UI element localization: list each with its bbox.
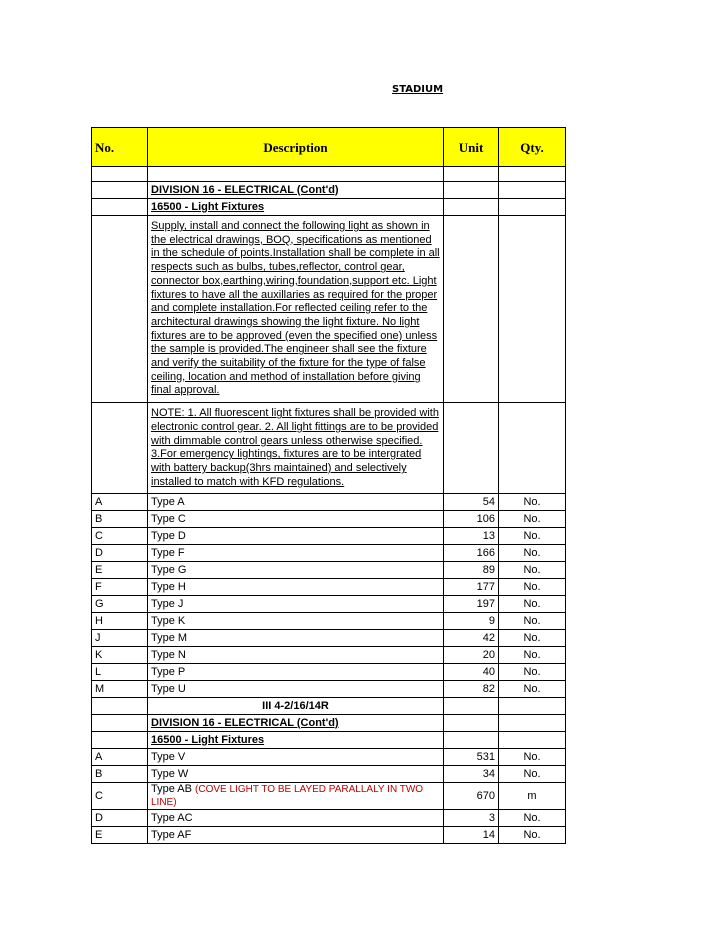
table-row [92, 545, 566, 562]
table-row [92, 511, 566, 528]
item-unit: No. [499, 681, 566, 698]
table-row [92, 681, 566, 698]
item-unit: m [499, 783, 566, 810]
item-no: C [92, 528, 148, 545]
item-unit: No. [499, 749, 566, 766]
note-row [92, 403, 566, 494]
item-qty: 20 [444, 647, 499, 664]
item-no: E [92, 827, 148, 844]
table-row [92, 579, 566, 596]
item-description: Type A [148, 494, 444, 511]
division-row [92, 182, 566, 199]
table-row [92, 562, 566, 579]
item-qty: 54 [444, 494, 499, 511]
item-qty: 3 [444, 810, 499, 827]
item-qty: 197 [444, 596, 499, 613]
item-unit: No. [499, 596, 566, 613]
item-qty: 42 [444, 630, 499, 647]
note-paragraph: NOTE: 1. All fluorescent light fixtures shall be provided with electronic control gear. 2. All light fittings are to be provided with dimmable control gears unless otherwise specified. 3.For emergency lightings, fixtures are to be intergrated with battery backup(3hrs maintained) and selectively installed to match with KFD regulations. [151, 407, 439, 488]
item-unit: No. [499, 827, 566, 844]
table-row [92, 766, 566, 783]
page-ref: III 4-2/16/14R [148, 698, 444, 715]
page-title: STADIUM [392, 84, 444, 95]
item-qty: 40 [444, 664, 499, 681]
subsection-heading: 16500 - Light Fixtures [148, 199, 444, 216]
table-row [92, 647, 566, 664]
division-row-2 [92, 715, 566, 732]
subsection-row [92, 199, 566, 216]
item-description: Type N [148, 647, 444, 664]
item-unit: No. [499, 562, 566, 579]
item-no: E [92, 562, 148, 579]
item-description: Type W [148, 766, 444, 783]
item-description: Type G [148, 562, 444, 579]
item-description: Type U [148, 681, 444, 698]
item-unit: No. [499, 766, 566, 783]
page-ref-row [92, 698, 566, 715]
header-description: Description [148, 128, 444, 167]
item-description: Type C [148, 511, 444, 528]
item-no: J [92, 630, 148, 647]
item-description: Type J [148, 596, 444, 613]
item-qty: 82 [444, 681, 499, 698]
item-no: G [92, 596, 148, 613]
table-row [92, 827, 566, 844]
item-description: Type P [148, 664, 444, 681]
item-description: Type AC [148, 810, 444, 827]
item-unit: No. [499, 630, 566, 647]
item-qty: 106 [444, 511, 499, 528]
header-unit: Unit [444, 128, 499, 167]
item-no: A [92, 494, 148, 511]
item-description [148, 783, 444, 810]
item-no: H [92, 613, 148, 630]
item-no: B [92, 511, 148, 528]
item-no: D [92, 545, 148, 562]
blank-row [92, 167, 566, 182]
item-qty: 670 [444, 783, 499, 810]
boq-table [91, 127, 566, 844]
item-unit: No. [499, 528, 566, 545]
table-row [92, 613, 566, 630]
table-row [92, 596, 566, 613]
division-heading-2: DIVISION 16 - ELECTRICAL (Cont'd) [148, 715, 444, 732]
item-no: F [92, 579, 148, 596]
item-unit: No. [499, 664, 566, 681]
item-unit: No. [499, 494, 566, 511]
item-no: A [92, 749, 148, 766]
table-row [92, 749, 566, 766]
paragraph-row [92, 216, 566, 403]
subsection-heading-2: 16500 - Light Fixtures [148, 732, 444, 749]
item-qty: 14 [444, 827, 499, 844]
item-unit: No. [499, 545, 566, 562]
item-qty: 531 [444, 749, 499, 766]
item-description-text: Type AB [151, 783, 192, 796]
item-qty: 9 [444, 613, 499, 630]
scope-paragraph: Supply, install and connect the following light as shown in the electrical drawings, BOQ, specifications as mentioned in the schedule of points.Installation shall be complete in all respects such as bulbs, tubes,reflector, control gear, connector box,earthing,wiring,foundation,support etc. Light fixtures to have all the auxillaries as required for the proper and complete installation.For reflected ceiling refer to the architectural drawings showing the light fixture. No light fixtures are to be approved (even the specified one) unless the sample is provided.The engineer shall see the fixture and verify the suitability of the fixture for the type of false ceiling, location and method of installation before giving final approval. [151, 220, 440, 397]
header-no: No. [92, 128, 148, 167]
item-unit: No. [499, 613, 566, 630]
item-qty: 34 [444, 766, 499, 783]
item-no: L [92, 664, 148, 681]
item-description-note: (COVE LIGHT TO BE LAYED PARALLALY IN TWO LINE) [151, 784, 424, 809]
item-no: B [92, 766, 148, 783]
item-qty: 89 [444, 562, 499, 579]
item-qty: 13 [444, 528, 499, 545]
item-qty: 177 [444, 579, 499, 596]
item-unit: No. [499, 579, 566, 596]
table-row [92, 630, 566, 647]
table-row [92, 783, 566, 810]
item-qty: 166 [444, 545, 499, 562]
division-heading: DIVISION 16 - ELECTRICAL (Cont'd) [148, 182, 444, 199]
item-no: K [92, 647, 148, 664]
item-description: Type K [148, 613, 444, 630]
header-qty: Qty. [499, 128, 566, 167]
table-row [92, 810, 566, 827]
table-row [92, 664, 566, 681]
item-unit: No. [499, 647, 566, 664]
item-no: C [92, 783, 148, 810]
item-no: M [92, 681, 148, 698]
item-unit: No. [499, 810, 566, 827]
table-row [92, 494, 566, 511]
table-header-row [92, 128, 566, 167]
item-description: Type H [148, 579, 444, 596]
item-unit: No. [499, 511, 566, 528]
item-no: D [92, 810, 148, 827]
item-description: Type AF [148, 827, 444, 844]
item-description: Type M [148, 630, 444, 647]
table-row [92, 528, 566, 545]
item-description: Type D [148, 528, 444, 545]
item-description: Type F [148, 545, 444, 562]
item-description: Type V [148, 749, 444, 766]
subsection-row-2 [92, 732, 566, 749]
